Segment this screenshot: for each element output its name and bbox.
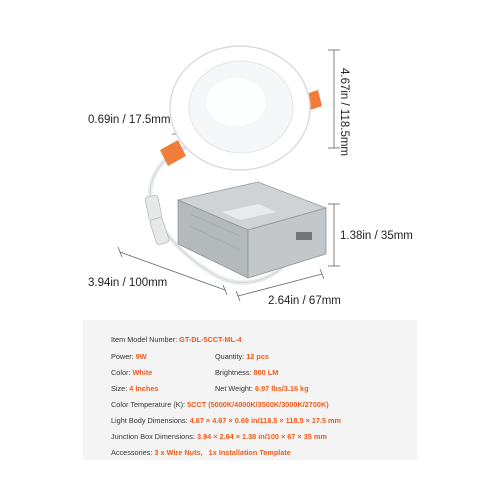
downlight bbox=[170, 46, 310, 170]
spec-power-row: Power: 9W Quantity: 12 pcs bbox=[111, 352, 269, 361]
box-width-dimension: 2.64in / 67mm bbox=[268, 295, 341, 307]
spec-accessories: Accessories: 3 x Wire Nuts, 1x Installation Template bbox=[111, 448, 291, 457]
spec-light-body: Light Body Dimensions: 4.67 × 4.67 × 0.69 in/118.5 × 118.5 × 17.5 mm bbox=[111, 416, 342, 425]
spec-model: Item Model Number: GT-DL-5CCT-ML-4 bbox=[111, 335, 242, 344]
spec-color-row: Color: White Brightness: 800 LM bbox=[111, 368, 279, 377]
spec-size-row: Size: 4 Inches Net Weight: 6.97 lbs/3.16 kg bbox=[111, 384, 309, 393]
quick-connector bbox=[145, 195, 170, 246]
spec-color-temperature: Color Temperature (K): 5CCT (5000K/4000K/3500K/3000K/2700K) bbox=[111, 400, 329, 409]
spec-panel bbox=[83, 320, 417, 460]
box-height-dimension: 1.38in / 35mm bbox=[340, 230, 413, 242]
height-dimension: 4.67in / 118.5mm bbox=[338, 68, 350, 157]
flange-dimension: 0.69in / 17.5mm bbox=[88, 114, 171, 126]
box-length-dimension: 3.94in / 100mm bbox=[88, 277, 168, 289]
spec-junction-box: Junction Box Dimensions: 3.94 × 2.64 × 1.38 in/100 × 67 × 35 mm bbox=[111, 432, 327, 441]
